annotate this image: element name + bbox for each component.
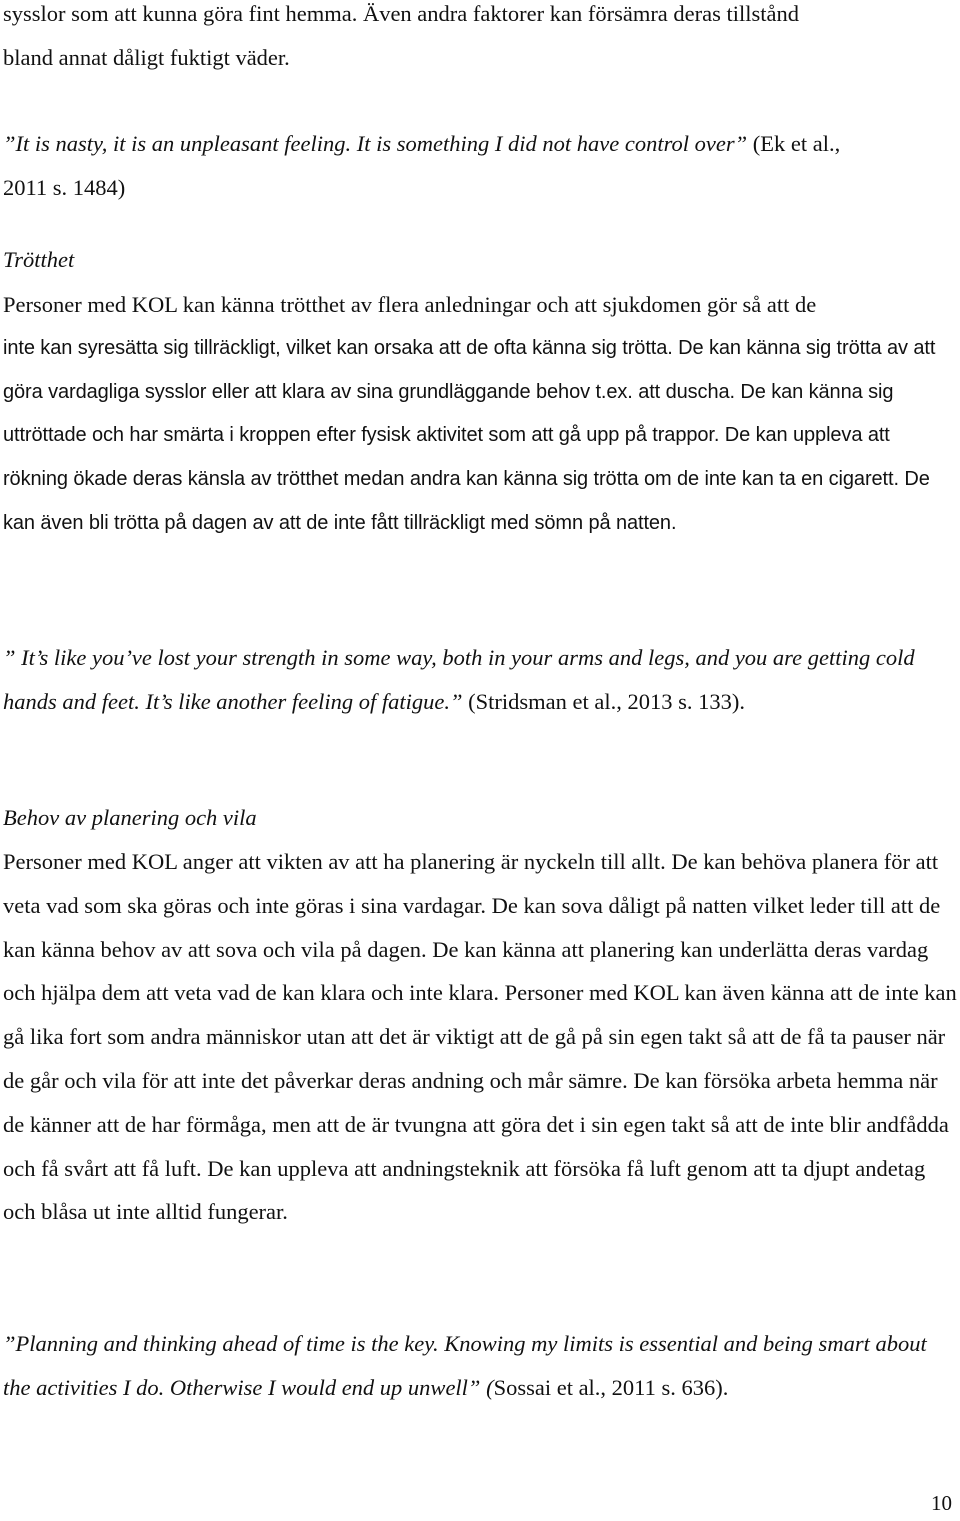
quote-sossai (3, 1322, 958, 1410)
intro-line-1: sysslor som att kunna göra fint hemma. Även andra faktorer kan försämra deras tillstånd (3, 1, 800, 26)
quote-stridsman-citation: (Stridsman et al., 2013 s. 133). (468, 688, 746, 714)
page-number: 10 (931, 1491, 952, 1515)
paragraph-planering-body: De kan sova dåligt på natten vilket leder till att de kan känna behov av att sova och vila på dagen. De kan känna att planering kan underlätta deras vardag och hjälpa dem att veta vad de kan klara och inte klara. Personer med KOL kan även känna att de inte kan gå lika fort som andra människor utan att det är viktigt att de gå på sin egen takt så att de få ta pauser när de går och vila för att inte det påverkar deras andning och mår sämre. De kan försöka arbeta hemma när de känner att de har förmåga, men att de är tvungna att göra det i sin egen takt så att de inte blir andfådda och få svårt att få luft. De kan uppleva att andningsteknik att försöka få luft genom att ta djupt andetag och blåsa ut inte alltid fungerar. (3, 892, 957, 1225)
paragraph-trotthet (3, 283, 958, 546)
quote-ek-citation-part1: (Ek et al., (752, 131, 841, 156)
paragraph-trotthet-lead: Personer med KOL kan känna trötthet av flera anledningar och att sjukdomen gör så att de (3, 292, 817, 317)
quote-stridsman (3, 636, 958, 724)
quote-ek-citation-part2: 2011 s. 1484) (3, 174, 126, 200)
quote-ek (3, 122, 958, 210)
quote-stridsman-text: ” It’s like you’ve lost your strength in some way, both in your arms and legs, and you are getting cold hands and feet. It’s like another feeling of fatigue.” (3, 645, 915, 714)
quote-sossai-citation: Sossai et al., 2011 s. 636). (493, 1374, 729, 1400)
heading-planering: Behov av planering och vila (3, 805, 257, 830)
paragraph-trotthet-body: inte kan syresätta sig tillräckligt, vilket kan orsaka att de ofta känna sig trötta. De kan känna sig trötta av att göra vardagliga sysslor eller att klara av sina grundläggande behov t.ex. att duscha. De kan känna sig uttröttade och har smärta i kroppen efter fysisk aktivitet som att gå upp på trappor. De kan uppleva att rökning ökade deras känsla av trötthet medan andra kan känna sig trötta om de inte kan ta en cigarett. De kan även bli trötta på dagen av att de inte fått tillräckligt med sömn på natten. (3, 336, 936, 534)
paragraph-planering-lead: Personer med KOL anger att vikten av att ha planering är nyckeln till allt. (3, 849, 666, 874)
heading-trotthet: Trötthet (3, 247, 75, 272)
paragraph-planering-lead-cont: De kan behöva planera för att veta vad som ska göras och inte göras i sina vardagar. (3, 849, 939, 918)
paragraph-planering (3, 840, 958, 1234)
quote-ek-text: ”It is nasty, it is an unpleasant feeling. It is something I did not have control over” (3, 131, 748, 156)
intro-line-2: bland annat dåligt fuktigt väder. (3, 44, 290, 70)
quote-sossai-text: ”Planning and thinking ahead of time is the key. Knowing my limits is essential and being smart about the activities I do. Otherwise I would end up unwell” ( (3, 1331, 927, 1400)
intro-paragraph (3, 0, 958, 80)
